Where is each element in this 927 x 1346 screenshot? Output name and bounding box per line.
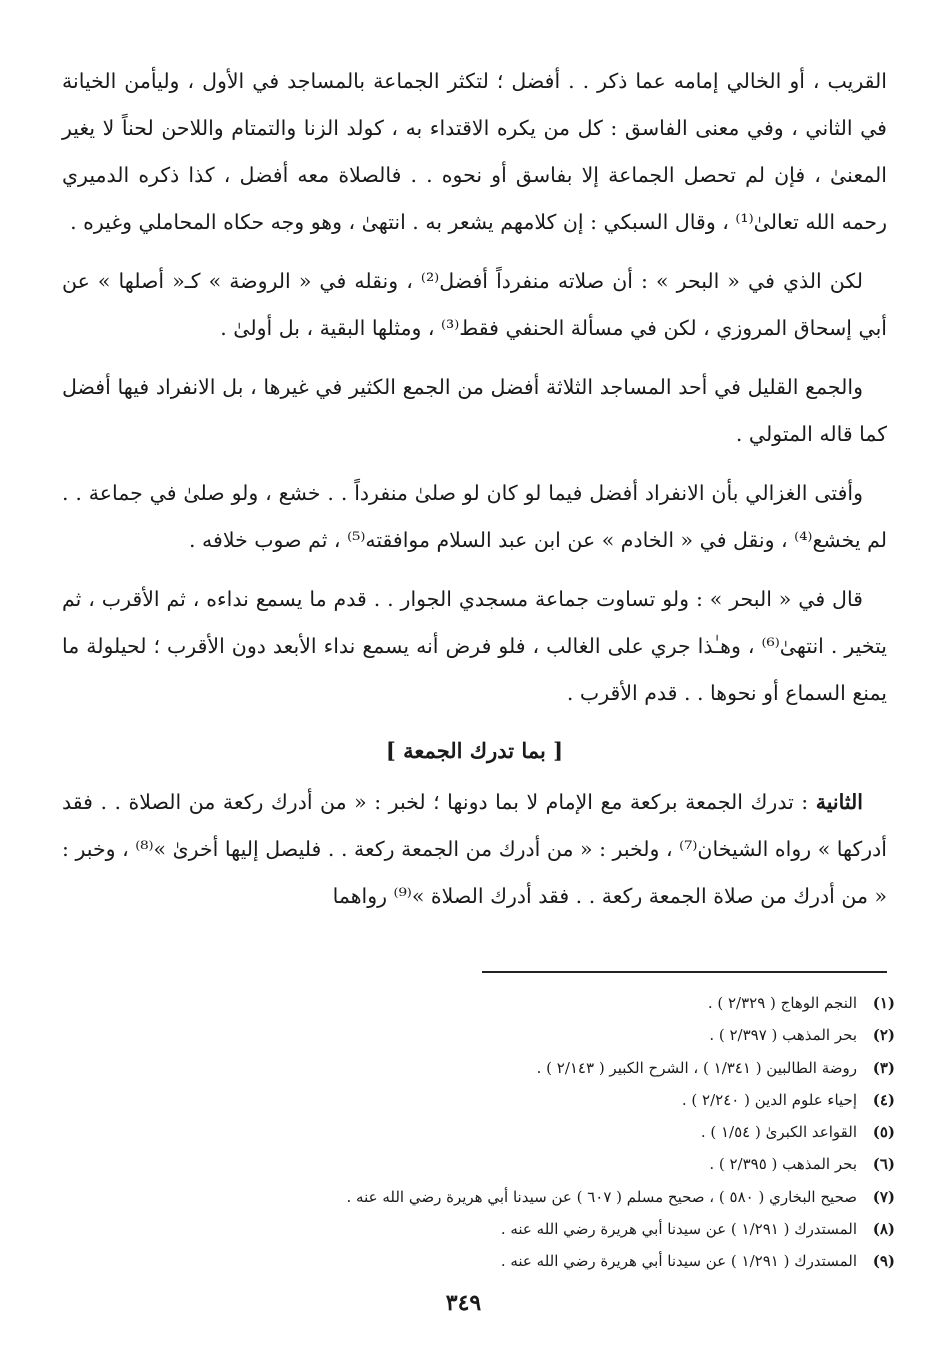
footnote-divider xyxy=(482,971,887,973)
footnote-text: القواعد الكبرىٰ ( ١/٥٤ ) . xyxy=(700,1123,857,1142)
footnote-number: (١) xyxy=(872,994,895,1012)
footnote-2 xyxy=(60,1019,895,1051)
footnote-number: (٥) xyxy=(872,1123,895,1142)
footnote-5 xyxy=(60,1116,895,1148)
section-heading: [ بما تدرك الجمعة ] xyxy=(385,738,564,763)
footnote-number: (٦) xyxy=(872,1155,895,1174)
paragraph-2: لكن الذي في « البحر » : أن صلاته منفرداً أفضل⁽²⁾ ، ونقله في « الروضة » كـ« أصلها » عن أبي إسحاق المروزي ، لكن في مسألة الحنفي فقط⁽³⁾ ، ومثلها البقية ، بل أولىٰ . xyxy=(62,269,887,340)
paragraph-3: والجمع القليل في أحد المساجد الثلاثة أفضل من الجمع الكثير في غيرها ، بل الانفراد فيها أفضل كما قاله المتولي . xyxy=(62,375,887,446)
footnote-number: (٧) xyxy=(872,1187,895,1206)
paragraph-5: قال في « البحر » : ولو تساوت جماعة مسجدي الجوار . . قدم ما يسمع نداءه ، ثم الأقرب ، ثم يتخير . انتهىٰ⁽⁶⁾ ، وهـٰذا جري على الغالب ، فلو فرض أنه يسمع نداء الأبعد دون الأقرب ؛ لحيلولة ما يمنع السماع أو نحوها . . قدم الأقرب . xyxy=(62,587,887,705)
paragraph-6 xyxy=(62,779,887,920)
footnote-text: بحر المذهب ( ٢/٣٩٧ ) . xyxy=(709,1026,857,1045)
footnote-4 xyxy=(60,1084,895,1116)
footnote-6 xyxy=(60,1148,895,1180)
paragraph-1: القريب ، أو الخالي إمامه عما ذكر . . أفضل ؛ لتكثر الجماعة بالمساجد في الأول ، وليأمن الخيانة في الثاني ، وفي معنى الفاسق : كل من يكره الاقتداء به ، كولد الزنا والتمتام واللاحن لحناً لا يغير المعنىٰ ، فإن لم تحصل الجماعة إلا بفاسق أو نحوه . . فالصلاة معه أفضل ، كذا ذكره الدميري رحمه الله تعالىٰ⁽¹⁾ ، وقال السبكي : إن كلامهم يشعر به . انتهىٰ ، وهو وجه حكاه المحاملي وغيره . xyxy=(62,69,887,234)
footnote-number: (٤) xyxy=(872,1090,895,1109)
footnote-1 xyxy=(60,987,895,1019)
footnote-text: روضة الطالبين ( ١/٣٤١ ) ، الشرح الكبير ( ٢/١٤٣ ) . xyxy=(536,1058,857,1077)
footnote-text: النجم الوهاج ( ٢/٣٢٩ ) . xyxy=(707,994,857,1012)
footnote-8 xyxy=(60,1213,895,1245)
footnote-number: (٩) xyxy=(872,1252,895,1271)
page-body xyxy=(62,58,887,932)
footnote-number: (٣) xyxy=(872,1058,895,1077)
footnote-number: (٢) xyxy=(872,1026,895,1045)
footnote-text: المستدرك ( ١/٢٩١ ) عن سيدنا أبي هريرة رضي الله عنه . xyxy=(500,1220,857,1239)
footnotes-list xyxy=(60,987,895,1278)
footnote-text: المستدرك ( ١/٢٩١ ) عن سيدنا أبي هريرة رضي الله عنه . xyxy=(500,1252,857,1271)
footnote-text: بحر المذهب ( ٢/٣٩٥ ) . xyxy=(709,1155,857,1174)
footnote-7 xyxy=(60,1181,895,1213)
paragraph-4: وأفتى الغزالي بأن الانفراد أفضل فيما لو كان لو صلىٰ منفرداً . . خشع ، ولو صلىٰ في جماعة . . لم يخشع⁽⁴⁾ ، ونقل في « الخادم » عن ابن عبد السلام موافقته⁽⁵⁾ ، ثم صوب خلافه . xyxy=(62,481,887,552)
footnote-9 xyxy=(60,1245,895,1277)
footnote-text: صحيح البخاري ( ٥٨٠ ) ، صحيح مسلم ( ٦٠٧ ) عن سيدنا أبي هريرة رضي الله عنه . xyxy=(346,1187,857,1206)
footnote-3 xyxy=(60,1052,895,1084)
footnote-number: (٨) xyxy=(872,1220,895,1239)
paragraph-6-lead: الثانية xyxy=(815,790,863,814)
paragraph-6-text: : تدرك الجمعة بركعة مع الإمام لا بما دونها ؛ لخبر : « من أدرك ركعة من الصلاة . . فقد أدركها » رواه الشيخان⁽⁷⁾ ، ولخبر : « من أدرك من الجمعة ركعة . . فليصل إليها أخرىٰ »⁽⁸⁾ ، وخبر : « من أدرك من صلاة الجمعة ركعة . . فقد أدرك الصلاة »⁽⁹⁾ رواهما xyxy=(62,790,887,908)
page-number: ٣٤٩ xyxy=(445,1290,482,1316)
footnote-text: إحياء علوم الدين ( ٢/٢٤٠ ) . xyxy=(681,1090,857,1109)
